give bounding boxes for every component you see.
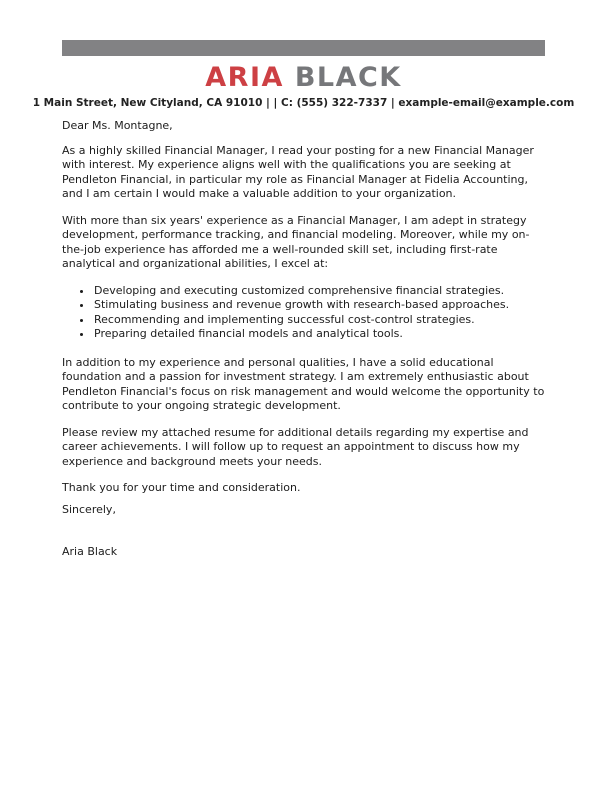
header-divider-bar [62,40,545,56]
paragraph-follow-up: Please review my attached resume for additional details regarding my expertise and career achievements. I will follow up to request an appointment to discuss how my experience and background meets your needs. [62,425,529,468]
candidate-first-name: ARIA [205,62,284,93]
letter-body [62,119,546,560]
letterhead [0,62,607,109]
skills-bullet-item: • Preparing detailed financial models and analytical tools. [93,327,546,342]
skills-bullet-item: • Stimulating business and revenue growth with research-based approaches. [93,298,546,313]
salutation: Dear Ms. Montagne, [62,119,173,132]
valediction: Sincerely, [62,502,116,516]
paragraph-introduction: As a highly skilled Financial Manager, I read your posting for a new Financial Manager with interest. My experience aligns well with the qualifications you are seeking at Pendleton Financial, in particular my role as Financial Manager at Fidelia Accounting, and I am certain I would make a valuable addition to your organization. [62,143,534,200]
candidate-name [0,62,607,94]
signature-name: Aria Black [62,545,118,558]
skills-bullet-item: • Recommending and implementing successful cost-control strategies. [93,313,546,328]
paragraph-experience: With more than six years' experience as a Financial Manager, I am adept in strategy development, performance tracking, and financial modeling. Moreover, while my on-the-job experience has afforded me a well-rounded skill set, including first-rate analytical and organizational abilities, I excel at: [62,213,530,270]
contact-info: 1 Main Street, New Cityland, CA 91010 | | C: (555) 322-7337 | example-email@example.com [32,97,575,109]
paragraph-qualities: In addition to my experience and personal qualities, I have a solid educational foundation and a passion for investment strategy. I am extremely enthusiastic about Pendleton Financial's focus on risk management and would welcome the opportunity to contribute to your ongoing strategic development. [62,355,545,412]
thank-you-line: Thank you for your time and consideration. [62,481,301,494]
skills-bullet-list [62,284,546,342]
skills-bullet-item: • Developing and executing customized comprehensive financial strategies. [93,284,546,299]
candidate-last-name: BLACK [294,62,402,93]
